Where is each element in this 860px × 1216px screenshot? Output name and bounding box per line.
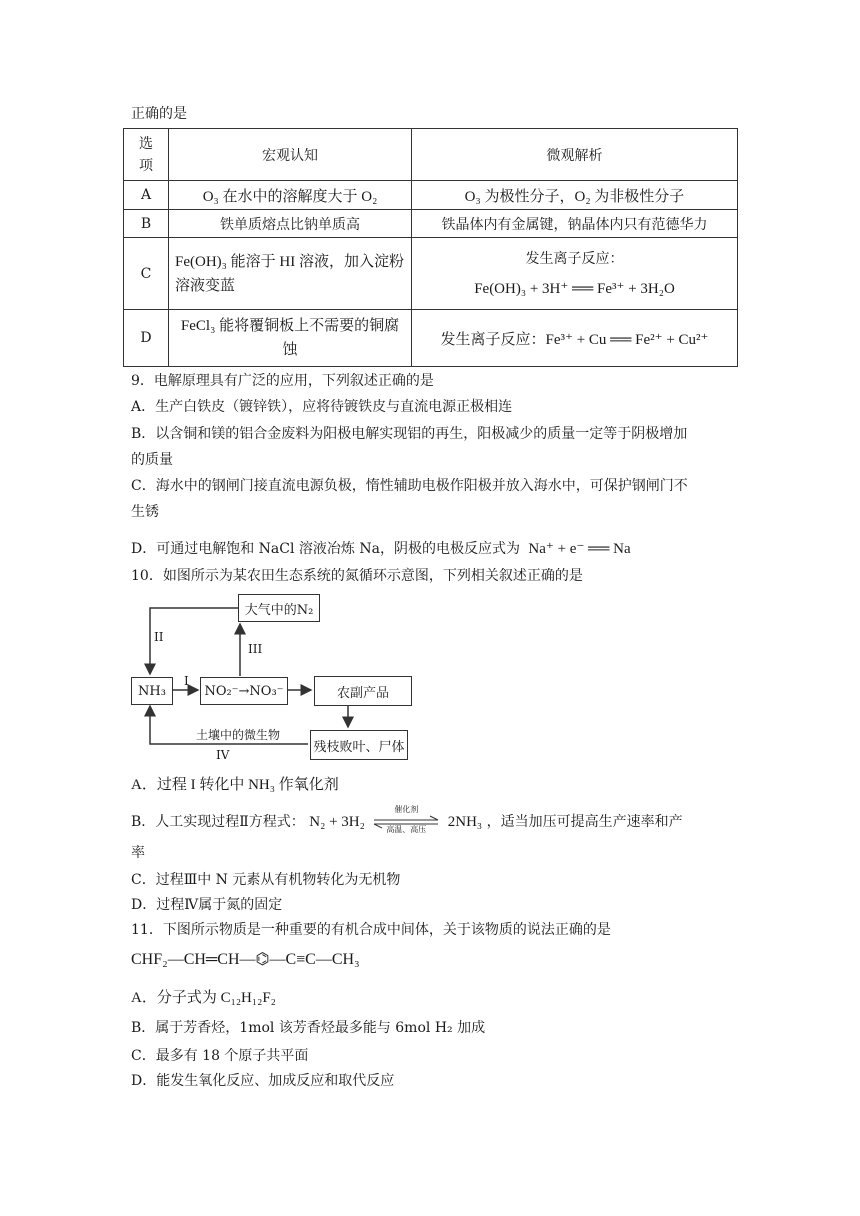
col-header-macro: 宏观认知: [169, 129, 412, 181]
q10-option-d: D．过程Ⅳ属于氮的固定: [131, 897, 283, 913]
q9-option-b-line2: 的质量: [131, 452, 173, 468]
q9-option-c-line1: C．海水中的钢闸门接直流电源负极，惰性辅助电极作阳极并放入海水中，可保护钢闸门不: [131, 478, 688, 494]
row-option: D: [124, 310, 169, 367]
table-row: [124, 238, 738, 310]
row-micro: O₃ 为极性分子，O₂ 为非极性分子: [412, 181, 738, 210]
q10-option-b: [131, 805, 683, 834]
q9-option-b-line1: B．以含铜和镁的铝合金废料为阳极电解实现铝的再生，阳极减少的质量一定等于阴极增加: [131, 426, 688, 442]
row-option: A: [124, 181, 169, 210]
table-row: [124, 210, 738, 238]
col-header-option-text: 选项: [139, 135, 153, 174]
col-header-option: [124, 129, 169, 181]
label-process-i: I: [184, 674, 189, 688]
table-row: [124, 181, 738, 210]
question-intro: 正确的是: [131, 106, 187, 122]
row-macro: 铁单质熔点比钠单质高: [169, 210, 412, 238]
row-micro: 发生离子反应：Fe³⁺ + Cu ══ Fe²⁺ + Cu²⁺: [412, 310, 738, 367]
reversible-arrow-conditions: 高温、高压: [386, 825, 427, 834]
q11-option-d: D．能发生氧化反应、加成反应和取代反应: [131, 1073, 395, 1089]
q10-option-a: A．过程 I 转化中 NH₃ 作氧化剂: [131, 777, 339, 793]
q11-option-c: C．最多有 18 个原子共平面: [131, 1048, 309, 1064]
label-process-ii: II: [154, 630, 164, 644]
q9-option-d-equation: Na⁺ + e⁻ ══ Na: [528, 541, 631, 557]
label-process-iii: III: [248, 642, 263, 656]
nitrogen-cycle-diagram: [128, 590, 428, 765]
row-micro-cell: [412, 238, 738, 310]
q10-option-b-eq-left: N₂ + 3H₂: [309, 814, 365, 830]
row-micro-equation: Fe(OH)₃ + 3H⁺ ══ Fe³⁺ + 3H₂O: [474, 280, 675, 297]
box-nh3: NH₃: [131, 677, 173, 705]
q10-option-b-eq-right: 2NH₃: [447, 814, 483, 830]
answer-table: [123, 128, 738, 367]
box-plant-residue: 残枝败叶、尸体: [310, 730, 408, 760]
q9-option-c-line2: 生锈: [131, 504, 159, 520]
table-header-row: [124, 129, 738, 181]
q10-option-b-prefix: B．人工实现过程Ⅱ方程式：: [131, 814, 305, 830]
row-macro: O₃ 在水中的溶解度大于 O₂: [169, 181, 412, 210]
row-micro-label: 发生离子反应：: [525, 250, 624, 267]
q9-option-d-text: D．可通过电解饱和 NaCl 溶液冶炼 Na，阴极的电极反应式为: [131, 541, 520, 557]
reversible-arrow-catalyst: 催化剂: [394, 805, 419, 814]
q11-option-b: B．属于芳香烃，1mol 该芳香烃最多能与 6mol H₂ 加成: [131, 1020, 486, 1036]
row-micro: 铁晶体内有金属键，钠晶体内只有范德华力: [412, 210, 738, 238]
row-option: C: [124, 238, 169, 310]
q10-option-b-line2: 率: [131, 845, 145, 861]
q10-option-c: C．过程Ⅲ中 N 元素从有机物转化为无机物: [131, 872, 401, 888]
q9-option-d: [131, 539, 631, 559]
box-nitrite-nitrate: NO₂⁻→NO₃⁻: [200, 677, 288, 705]
q10-stem: 10．如图所示为某农田生态系统的氮循环示意图，下列相关叙述正确的是: [131, 568, 583, 584]
box-atmospheric-n2: 大气中的N₂: [238, 594, 320, 622]
label-process-iv: IV: [216, 748, 230, 762]
box-farm-products: 农副产品: [314, 676, 412, 706]
reversible-arrow: [372, 805, 440, 834]
row-macro: Fe(OH)₃ 能溶于 HI 溶液，加入淀粉溶液变蓝: [169, 238, 412, 310]
q9-stem: 9．电解原理具有广泛的应用，下列叙述正确的是: [131, 373, 434, 389]
row-option: B: [124, 210, 169, 238]
row-macro: FeCl₃ 能将覆铜板上不需要的铜腐蚀: [169, 310, 412, 367]
label-soil-microbes: 土壤中的微生物: [196, 728, 281, 742]
q9-option-a: A．生产白铁皮（镀锌铁），应将待镀铁皮与直流电源正极相连: [131, 399, 513, 415]
q11-stem: 11．下图所示物质是一种重要的有机合成中间体，关于该物质的说法正确的是: [131, 922, 611, 938]
q10-option-b-suffix: ，适当加压可提高生产速率和产: [486, 814, 683, 830]
table-row: [124, 310, 738, 367]
q11-option-a: A．分子式为 C₁₂H₁₂F₂: [131, 990, 276, 1006]
q11-structure-formula: CHF₂—CH═CH—⌬—C≡C—CH₃: [131, 951, 360, 968]
col-header-micro: 微观解析: [412, 129, 738, 181]
